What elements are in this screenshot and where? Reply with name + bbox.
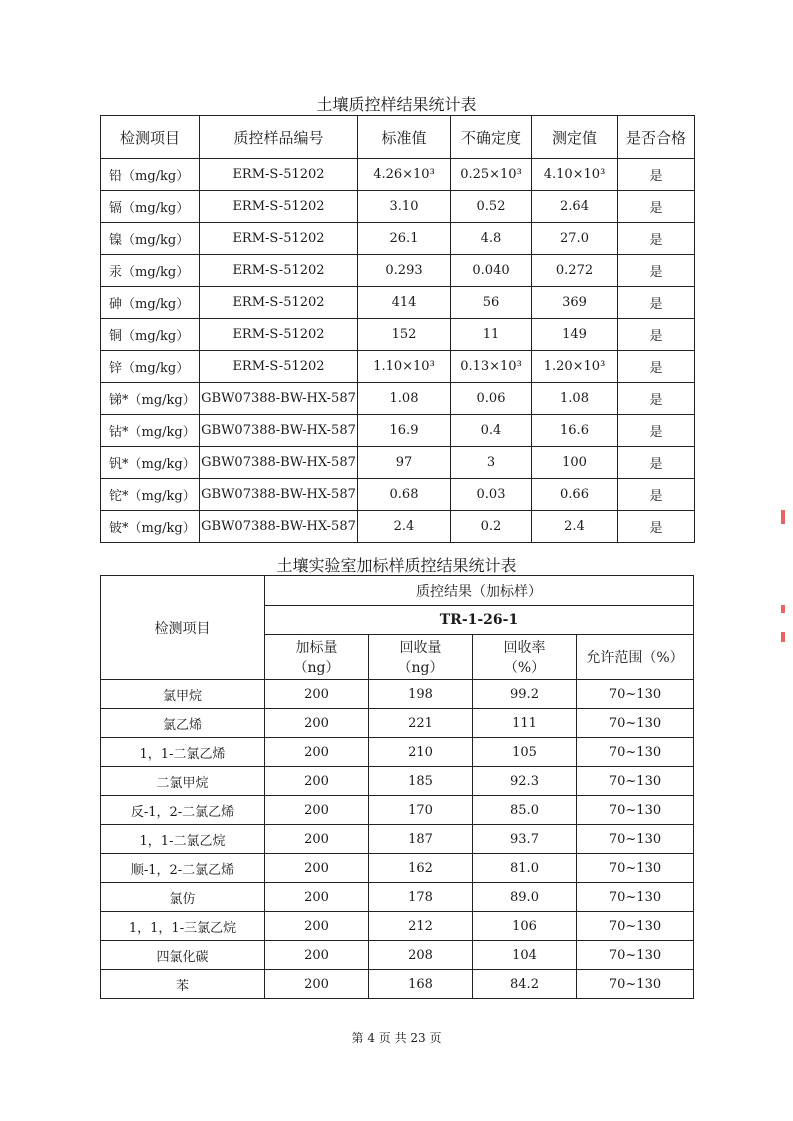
table-row — [101, 479, 695, 511]
table-row — [101, 319, 695, 351]
cell-spike-amount: 200 — [265, 941, 369, 970]
cell-standard-value: 1.10×10³ — [358, 351, 451, 383]
cell-uncertainty: 56 — [451, 287, 532, 319]
cell-pass: 是 — [618, 287, 695, 319]
table-row — [101, 223, 695, 255]
cell-uncertainty: 0.25×10³ — [451, 159, 532, 191]
cell-item: 二氯甲烷 — [101, 767, 265, 796]
table-row — [101, 767, 694, 796]
cell-sample-code: ERM-S-51202 — [200, 319, 358, 351]
page-footer: 第 4 页 共 23 页 — [351, 1031, 442, 1045]
cell-measured-value: 0.272 — [532, 255, 618, 287]
cell-spike-amount: 200 — [265, 883, 369, 912]
cell-recovery-rate: 89.0 — [473, 883, 577, 912]
cell-sample-code: GBW07388-BW-HX-587 — [200, 479, 358, 511]
table-row — [101, 415, 695, 447]
cell-measured-value: 369 — [532, 287, 618, 319]
cell-recovery-rate: 105 — [473, 738, 577, 767]
cell-item: 氯甲烷 — [101, 680, 265, 709]
cell-allowed-range: 70~130 — [577, 912, 694, 941]
cell-allowed-range: 70~130 — [577, 970, 694, 999]
cell-uncertainty: 0.2 — [451, 511, 532, 543]
table-row — [101, 447, 695, 479]
cell-item: 1，1-二氯乙烯 — [101, 738, 265, 767]
cell-sample-code: GBW07388-BW-HX-587 — [200, 511, 358, 543]
cell-standard-value: 4.26×10³ — [358, 159, 451, 191]
cell-sample-code: ERM-S-51202 — [200, 191, 358, 223]
spike-recovery-table — [100, 575, 694, 999]
cell-recovery-rate: 85.0 — [473, 796, 577, 825]
cell-uncertainty: 0.4 — [451, 415, 532, 447]
cell-pass: 是 — [618, 255, 695, 287]
cell-allowed-range: 70~130 — [577, 825, 694, 854]
cell-measured-value: 1.08 — [532, 383, 618, 415]
cell-allowed-range: 70~130 — [577, 709, 694, 738]
cell-item: 镍（mg/kg） — [101, 223, 200, 255]
cell-item: 1，1，1-三氯乙烷 — [101, 912, 265, 941]
cell-recovered-amount: 168 — [369, 970, 473, 999]
table-row — [101, 912, 694, 941]
cell-item: 苯 — [101, 970, 265, 999]
cell-allowed-range: 70~130 — [577, 767, 694, 796]
cell-standard-value: 26.1 — [358, 223, 451, 255]
cell-allowed-range: 70~130 — [577, 941, 694, 970]
cell-measured-value: 100 — [532, 447, 618, 479]
cell-allowed-range: 70~130 — [577, 796, 694, 825]
cell-standard-value: 152 — [358, 319, 451, 351]
cell-spike-amount: 200 — [265, 767, 369, 796]
header-standard-value: 标准值 — [358, 116, 451, 159]
cell-uncertainty: 11 — [451, 319, 532, 351]
cell-measured-value: 1.20×10³ — [532, 351, 618, 383]
cell-uncertainty: 0.040 — [451, 255, 532, 287]
table-row — [101, 383, 695, 415]
cell-recovered-amount: 162 — [369, 854, 473, 883]
table-row — [101, 854, 694, 883]
cell-item: 锌（mg/kg） — [101, 351, 200, 383]
header-measured-value: 测定值 — [532, 116, 618, 159]
cell-recovered-amount: 178 — [369, 883, 473, 912]
cell-recovery-rate: 92.3 — [473, 767, 577, 796]
cell-measured-value: 4.10×10³ — [532, 159, 618, 191]
cell-pass: 是 — [618, 383, 695, 415]
cell-standard-value: 2.4 — [358, 511, 451, 543]
cell-pass: 是 — [618, 191, 695, 223]
cell-standard-value: 0.68 — [358, 479, 451, 511]
cell-item: 砷（mg/kg） — [101, 287, 200, 319]
cell-allowed-range: 70~130 — [577, 854, 694, 883]
cell-standard-value: 0.293 — [358, 255, 451, 287]
table-row — [101, 796, 694, 825]
table-row — [101, 709, 694, 738]
header-uncertainty: 不确定度 — [451, 116, 532, 159]
cell-uncertainty: 4.8 — [451, 223, 532, 255]
table2-title: 土壤实验室加标样质控结果统计表 — [276, 556, 517, 575]
cell-standard-value: 1.08 — [358, 383, 451, 415]
cell-standard-value: 16.9 — [358, 415, 451, 447]
cell-item: 1，1-二氯乙烷 — [101, 825, 265, 854]
table-row — [101, 941, 694, 970]
cell-item: 顺-1，2-二氯乙烯 — [101, 854, 265, 883]
cell-measured-value: 27.0 — [532, 223, 618, 255]
cell-recovery-rate: 104 — [473, 941, 577, 970]
cell-pass: 是 — [618, 319, 695, 351]
sub-header: 回收量 （ng） — [369, 635, 473, 680]
cell-spike-amount: 200 — [265, 825, 369, 854]
cell-item: 铅（mg/kg） — [101, 159, 200, 191]
group-header: 质控结果（加标样） — [265, 576, 694, 606]
qc-sample-table — [100, 115, 695, 543]
cell-measured-value: 149 — [532, 319, 618, 351]
cell-uncertainty: 0.13×10³ — [451, 351, 532, 383]
cell-item: 汞（mg/kg） — [101, 255, 200, 287]
scan-mark — [781, 632, 785, 642]
cell-standard-value: 97 — [358, 447, 451, 479]
cell-uncertainty: 0.52 — [451, 191, 532, 223]
cell-measured-value: 0.66 — [532, 479, 618, 511]
item-header: 检测项目 — [101, 576, 265, 680]
cell-item: 反-1，2-二氯乙烯 — [101, 796, 265, 825]
table-row — [101, 351, 695, 383]
cell-item: 钴*（mg/kg） — [101, 415, 200, 447]
cell-measured-value: 16.6 — [532, 415, 618, 447]
cell-item: 氯乙烯 — [101, 709, 265, 738]
table-row — [101, 255, 695, 287]
cell-pass: 是 — [618, 351, 695, 383]
cell-sample-code: ERM-S-51202 — [200, 159, 358, 191]
cell-pass: 是 — [618, 223, 695, 255]
cell-item: 四氯化碳 — [101, 941, 265, 970]
cell-sample-code: ERM-S-51202 — [200, 287, 358, 319]
cell-spike-amount: 200 — [265, 912, 369, 941]
cell-pass: 是 — [618, 447, 695, 479]
table-row — [101, 511, 695, 543]
table-row — [101, 287, 695, 319]
cell-recovered-amount: 185 — [369, 767, 473, 796]
cell-measured-value: 2.4 — [532, 511, 618, 543]
header-item: 检测项目 — [101, 116, 200, 159]
cell-spike-amount: 200 — [265, 854, 369, 883]
sub-header: 加标量 （ng） — [265, 635, 369, 680]
header-pass: 是否合格 — [618, 116, 695, 159]
cell-sample-code: ERM-S-51202 — [200, 223, 358, 255]
cell-item: 铍*（mg/kg） — [101, 511, 200, 543]
cell-uncertainty: 0.06 — [451, 383, 532, 415]
sample-id: TR-1-26-1 — [265, 606, 694, 635]
cell-item: 铊*（mg/kg） — [101, 479, 200, 511]
cell-recovered-amount: 170 — [369, 796, 473, 825]
cell-spike-amount: 200 — [265, 970, 369, 999]
cell-item: 锑*（mg/kg） — [101, 383, 200, 415]
cell-item: 钒*（mg/kg） — [101, 447, 200, 479]
cell-item: 铜（mg/kg） — [101, 319, 200, 351]
cell-allowed-range: 70~130 — [577, 738, 694, 767]
cell-uncertainty: 3 — [451, 447, 532, 479]
cell-recovered-amount: 210 — [369, 738, 473, 767]
cell-spike-amount: 200 — [265, 796, 369, 825]
cell-spike-amount: 200 — [265, 709, 369, 738]
cell-allowed-range: 70~130 — [577, 883, 694, 912]
cell-pass: 是 — [618, 159, 695, 191]
cell-recovered-amount: 198 — [369, 680, 473, 709]
table-row — [101, 191, 695, 223]
cell-item: 镉（mg/kg） — [101, 191, 200, 223]
cell-spike-amount: 200 — [265, 738, 369, 767]
cell-measured-value: 2.64 — [532, 191, 618, 223]
sub-header: 允许范围（%） — [577, 635, 694, 680]
cell-sample-code: GBW07388-BW-HX-587 — [200, 415, 358, 447]
cell-allowed-range: 70~130 — [577, 680, 694, 709]
cell-pass: 是 — [618, 511, 695, 543]
cell-sample-code: ERM-S-51202 — [200, 255, 358, 287]
cell-sample-code: GBW07388-BW-HX-587 — [200, 447, 358, 479]
scan-mark — [781, 510, 785, 524]
cell-recovery-rate: 111 — [473, 709, 577, 738]
cell-pass: 是 — [618, 479, 695, 511]
sub-header: 回收率 （%） — [473, 635, 577, 680]
cell-recovered-amount: 221 — [369, 709, 473, 738]
cell-recovery-rate: 84.2 — [473, 970, 577, 999]
cell-spike-amount: 200 — [265, 680, 369, 709]
table-row — [101, 883, 694, 912]
table1-title: 土壤质控样结果统计表 — [316, 95, 477, 114]
cell-recovered-amount: 187 — [369, 825, 473, 854]
cell-standard-value: 3.10 — [358, 191, 451, 223]
header-sample-code: 质控样品编号 — [200, 116, 358, 159]
cell-sample-code: ERM-S-51202 — [200, 351, 358, 383]
table-row — [101, 159, 695, 191]
cell-recovery-rate: 93.7 — [473, 825, 577, 854]
table-row — [101, 680, 694, 709]
cell-recovered-amount: 208 — [369, 941, 473, 970]
cell-recovery-rate: 99.2 — [473, 680, 577, 709]
scan-mark — [781, 605, 785, 613]
cell-item: 氯仿 — [101, 883, 265, 912]
cell-recovery-rate: 81.0 — [473, 854, 577, 883]
cell-uncertainty: 0.03 — [451, 479, 532, 511]
cell-pass: 是 — [618, 415, 695, 447]
cell-recovered-amount: 212 — [369, 912, 473, 941]
cell-standard-value: 414 — [358, 287, 451, 319]
table-row — [101, 738, 694, 767]
table-row — [101, 970, 694, 999]
cell-sample-code: GBW07388-BW-HX-587 — [200, 383, 358, 415]
cell-recovery-rate: 106 — [473, 912, 577, 941]
table-row — [101, 825, 694, 854]
